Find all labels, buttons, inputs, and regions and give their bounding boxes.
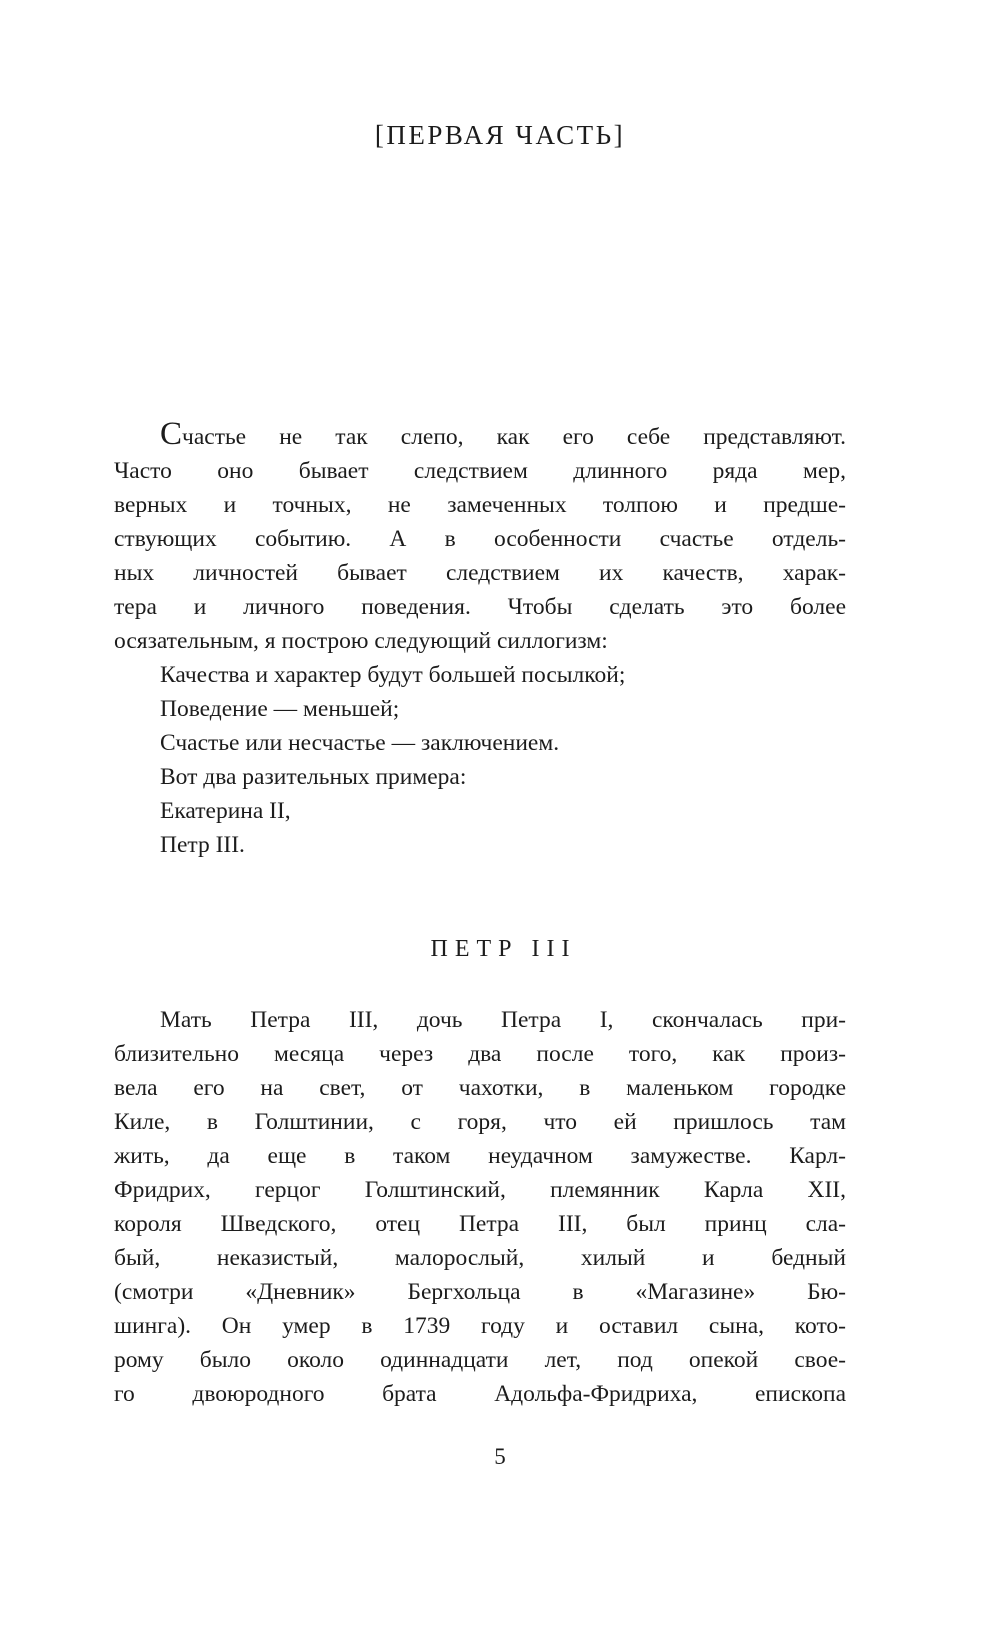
text-line: осязательным, я построю следующий силлогизм:: [114, 628, 608, 654]
text-line: Часто оно бывает следствием длинного ряда мер,: [114, 458, 846, 484]
text-line: короля Шведского, отец Петра III, был принц сла-: [114, 1211, 846, 1237]
text-line: жить, да еще в таком неудачном замужестве. Карл-: [114, 1143, 846, 1169]
intro-paragraph: [114, 416, 846, 862]
syllogism-line: Петр III.: [160, 832, 245, 858]
syllogism-line: Вот два разительных примера:: [160, 764, 467, 790]
text-line: (смотри «Дневник» Бергхольца в «Магазине» Бю-: [114, 1279, 846, 1305]
text-line: шинга). Он умер в 1739 году и оставил сына, кото-: [114, 1313, 846, 1339]
text-line: [114, 416, 846, 454]
text-line: го двоюродного брата Адольфа-Фридриха, епископа: [114, 1381, 846, 1407]
syllogism-line: Счастье или несчастье — заключением.: [160, 730, 560, 756]
syllogism-line: Качества и характер будут большей посылкой;: [160, 662, 626, 688]
text-line: Фридрих, герцог Голштинский, племянник Карла XII,: [114, 1177, 846, 1203]
chapter-heading: ПЕТР III: [430, 936, 577, 962]
text-line-rest: частье не так слепо, как его себе представляют.: [182, 424, 846, 450]
syllogism-line: Екатерина II,: [160, 798, 291, 824]
initial-capital: С: [160, 416, 183, 452]
text-line: ствующих событию. А в особенности счастье отдель-: [114, 526, 846, 552]
text-line: вела его на свет, от чахотки, в маленьком городке: [114, 1075, 846, 1101]
text-line: верных и точных, не замеченных толпою и предше-: [114, 492, 846, 518]
page-number: 5: [494, 1444, 506, 1469]
text-line: Мать Петра III, дочь Петра I, скончалась при-: [160, 1007, 846, 1033]
part-title: [ПЕРВАЯ ЧАСТЬ]: [374, 120, 626, 150]
text-line: ных личностей бывает следствием их качеств, харак-: [114, 560, 846, 586]
text-line: Киле, в Голштинии, с горя, что ей пришлось там: [114, 1109, 846, 1135]
chapter-paragraph: [114, 1003, 846, 1411]
syllogism-line: Поведение — меньшей;: [160, 696, 400, 722]
text-line: близительно месяца через два после того, как произ-: [114, 1041, 846, 1067]
text-line: рому было около одиннадцати лет, под опекой свое-: [114, 1347, 846, 1373]
text-line: тера и личного поведения. Чтобы сделать это более: [114, 594, 846, 620]
text-line: бый, неказистый, малорослый, хилый и бедный: [114, 1245, 846, 1271]
